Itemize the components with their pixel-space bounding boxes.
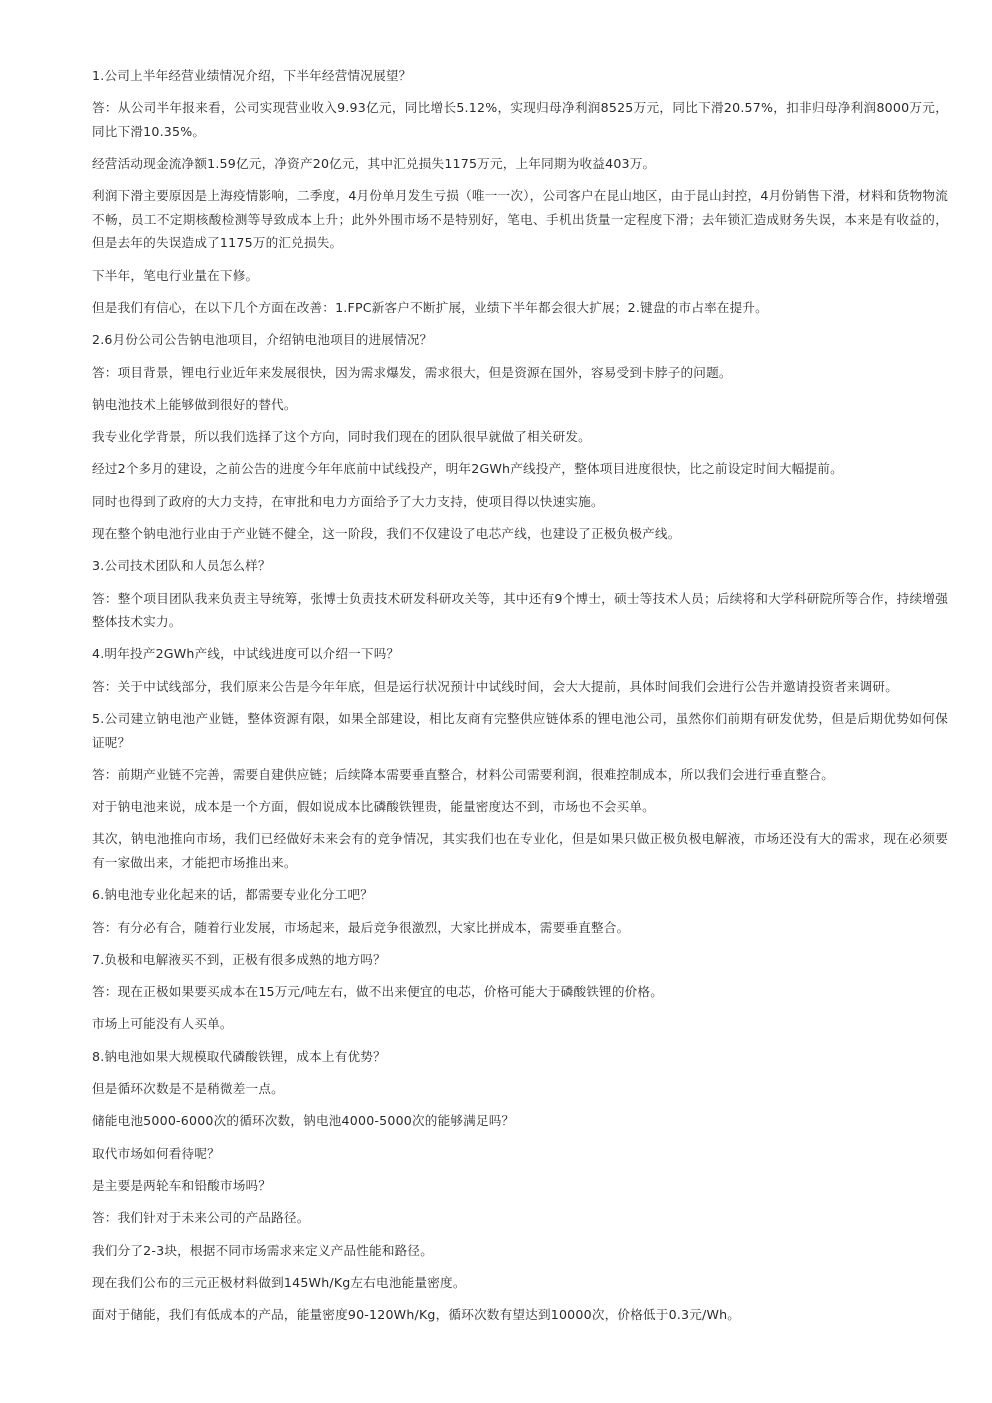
question-8-paragraph: 取代市场如何看待呢？ [92,1145,220,1161]
answer-5-paragraph: 其次，钠电池推向市场，我们已经做好未来会有的竞争情况，其实我们也在专业化，但是如果只做正极负极电解液，市场还没有大的需求，现在必须要有一家做出来，才能把市场推出来。 [92,831,948,870]
answer-1-paragraph: 利润下滑主要原因是上海疫情影响，二季度，4月份单月发生亏损（唯一一次），公司客户在昆山地区，由于昆山封控，4月份销售下滑，材料和货物物流不畅，员工不定期核酸检测等导致成本上升；此外外围市场不是特别好，笔电、手机出货量一定程度下滑；去年锁汇造成财务失误，本来是有收益的，但是去年的失误造成了1175万的汇兑损失。 [92,188,948,251]
answer-1-paragraph: 下半年，笔电行业量在下修。 [92,267,259,283]
question-8-paragraph: 但是循环次数是不是稍微差一点。 [92,1081,284,1097]
answer-3-paragraph: 答：整个项目团队我来负责主导统筹，张博士负责技术研发科研攻关等，其中还有9个博士，硕士等技术人员；后续将和大学科研院所等合作，持续增强整体技术实力。 [92,590,948,630]
question-8-paragraph: 储能电池5000-6000次的循环次数，钠电池4000-5000次的能够满足吗？ [92,1113,515,1129]
answer-2-paragraph: 同时也得到了政府的大力支持，在审批和电力方面给予了大力支持，使项目得以快速实施。 [92,493,604,509]
question-8-paragraph: 是主要是两轮车和铅酸市场吗？ [92,1177,272,1193]
answer-7-paragraph: 市场上可能没有人买单。 [92,1016,233,1032]
question-4: 4.明年投产2GWh产线，中试线进度可以介绍一下吗？ [92,646,400,662]
answer-4-paragraph: 答：关于中试线部分，我们原来公告是今年年底，但是运行状况预计中试线时间，会大大提前，具体时间我们会进行公告并邀请投资者来调研。 [92,678,899,694]
answer-2-paragraph: 我专业化学背景，所以我们选择了这个方向，同时我们现在的团队很早就做了相关研发。 [92,429,591,445]
answer-2-paragraph: 答：项目背景，锂电行业近年来发展很快，因为需求爆发，需求很大，但是资源在国外，容易受到卡脖子的问题。 [92,364,732,380]
answer-7-paragraph: 答：现在正极如果要买成本在15万元/吨左右，做不出来便宜的电芯，价格可能大于磷酸铁锂的价格。 [92,984,663,1000]
answer-8-paragraph: 我们分了2-3块，根据不同市场需求来定义产品性能和路径。 [92,1242,434,1258]
answer-1-paragraph: 经营活动现金流净额1.59亿元，净资产20亿元，其中汇兑损失1175万元，上年同期为收益403万。 [92,156,656,172]
answer-8-paragraph: 现在我们公布的三元正极材料做到145Wh/Kg左右电池能量密度。 [92,1274,466,1290]
question-2: 2.6月份公司公告钠电池项目，介绍钠电池项目的进展情况？ [92,332,433,348]
question-3: 3.公司技术团队和人员怎么样？ [92,558,271,574]
answer-5-paragraph: 对于钠电池来说，成本是一个方面，假如说成本比磷酸铁锂贵，能量密度达不到，市场也不会买单。 [92,799,655,815]
answer-8-paragraph: 答：我们针对于未来公司的产品路径。 [92,1210,310,1226]
answer-2-paragraph: 现在整个钠电池行业由于产业链不健全，这一阶段，我们不仅建设了电芯产线，也建设了正极负极产线。 [92,526,681,542]
answer-1-paragraph: 答：从公司半年报来看，公司实现营业收入9.93亿元，同比增长5.12%，实现归母净利润8525万元，同比下滑20.57%，扣非归母净利润8000万元，同比下滑10.35%。 [92,100,948,139]
document-body [92,64,948,1335]
answer-6-paragraph: 答：有分必有合，随着行业发展，市场起来，最后竞争很激烈，大家比拼成本，需要垂直整合。 [92,919,630,935]
answer-8-paragraph: 面对于储能，我们有低成本的产品，能量密度90-120Wh/Kg，循环次数有望达到10000次，价格低于0.3元/Wh。 [92,1307,741,1323]
answer-1-paragraph: 但是我们有信心，在以下几个方面在改善：1.FPC新客户不断扩展，业绩下半年都会很大扩展；2.键盘的市占率在提升。 [92,299,768,315]
question-7: 7.负极和电解液买不到，正极有很多成熟的地方吗？ [92,951,386,967]
answer-2-paragraph: 钠电池技术上能够做到很好的替代。 [92,396,297,412]
question-5: 5.公司建立钠电池产业链，整体资源有限，如果全部建设，相比友商有完整供应链体系的锂电池公司，虽然你们前期有研发优势，但是后期优势如何保证呢？ [92,711,948,750]
answer-2-paragraph: 经过2个多月的建设，之前公告的进度今年年底前中试线投产，明年2GWh产线投产，整体项目进度很快，比之前设定时间大幅提前。 [92,461,843,477]
question-1: 1.公司上半年经营业绩情况介绍，下半年经营情况展望？ [92,68,412,83]
answer-5-paragraph: 答：前期产业链不完善，需要自建供应链；后续降本需要垂直整合，材料公司需要利润，很难控制成本，所以我们会进行垂直整合。 [92,766,835,782]
question-6: 6.钠电池专业化起来的话，都需要专业化分工吧？ [92,887,374,903]
question-8: 8.钠电池如果大规模取代磷酸铁锂，成本上有优势？ [92,1048,386,1064]
